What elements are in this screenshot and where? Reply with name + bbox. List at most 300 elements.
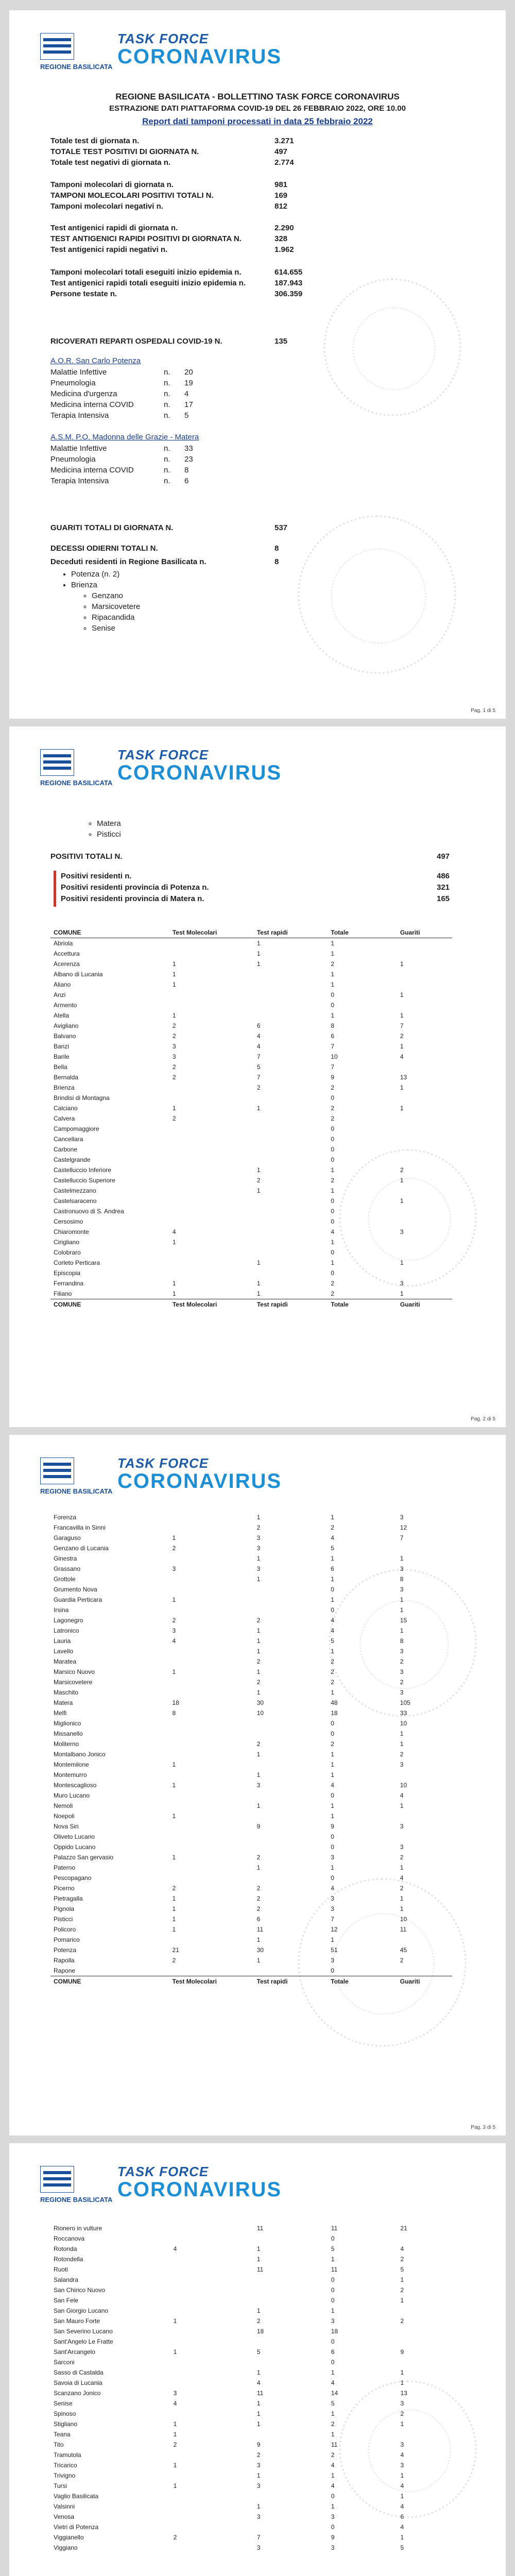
table-cell: Ginestra (54, 1555, 77, 1562)
table-row (50, 1258, 452, 1268)
table-cell (397, 1965, 452, 1976)
table-cell: 2 (331, 1679, 334, 1686)
table-cell (254, 1010, 328, 1021)
table-cell: 30 (256, 1946, 264, 1954)
region-name: REGIONE BASILICATA (40, 1487, 113, 1495)
table-cell: Sant'Angelo Le Fratte (54, 2338, 113, 2345)
table-cell (169, 1605, 254, 1615)
region-logo-icon (40, 2166, 74, 2193)
table-cell: 7 (256, 1053, 261, 1060)
table-cell: 0 (331, 1208, 335, 1215)
list-item: ◦ Marsicovetere (92, 602, 140, 613)
table-cell (397, 938, 452, 949)
table-cell: Grottole (54, 1575, 76, 1583)
table-cell: 4 (173, 2245, 177, 2252)
table-cell: Marsicovetere (54, 1679, 93, 1686)
stat-label: Test antigenici rapidi di giornata n. (50, 224, 178, 232)
table-cell: Aliano (54, 981, 71, 988)
table-cell: Tursi (54, 2482, 67, 2489)
table-cell: 3 (256, 2544, 261, 2551)
table-cell: 6 (256, 1916, 261, 1923)
table-cell: 18 (331, 1709, 338, 1717)
table-cell: 1 (331, 1812, 334, 1820)
table-cell: 2 (331, 1740, 334, 1748)
table-cell: 0 (331, 1843, 334, 1851)
stat-value: 187.943 (274, 279, 303, 287)
table-cell: 4 (331, 2482, 335, 2489)
table-cell: 5 (331, 1545, 334, 1552)
ward-value: 4 (184, 389, 189, 398)
table-row (50, 2336, 452, 2347)
table-cell: 0 (331, 2286, 335, 2294)
coronavirus-title: CORONAVIRUS (117, 761, 282, 784)
table-cell: 1 (400, 1197, 404, 1205)
table-cell (254, 2275, 328, 2285)
table-cell: 9 (400, 2348, 404, 2355)
table-cell: 1 (172, 1668, 176, 1675)
table-cell: 5 (331, 1637, 334, 1645)
ward-prefix: n. (164, 455, 170, 464)
table-row (50, 1636, 452, 1646)
table-cell (397, 1185, 452, 1196)
stat-value: 3.271 (274, 137, 294, 145)
table-cell: 3 (400, 2441, 404, 2448)
table-row (50, 1289, 452, 1299)
stat-value: 2.290 (274, 224, 294, 232)
positivi-label: POSITIVI TOTALI N. (50, 852, 123, 861)
table-cell: Lauria (54, 1637, 71, 1645)
table-cell: Pescopagano (54, 1874, 92, 1882)
table-row (50, 2244, 452, 2254)
column-header: Test Molecolari (169, 1299, 254, 1310)
table-cell: Moliterno (54, 1740, 79, 1748)
table-cell: Forenza (54, 1514, 77, 1521)
table-cell (254, 1584, 328, 1595)
table-cell: 3 (256, 2462, 261, 2469)
table-cell: 3 (400, 2400, 404, 2407)
table-cell: 5 (331, 2245, 335, 2252)
table-cell: 0 (331, 1874, 334, 1882)
region-logo-icon (40, 1458, 74, 1484)
table-cell: 0 (331, 1156, 335, 1163)
table-cell: 5 (256, 1063, 261, 1071)
table-row (50, 2532, 452, 2543)
table-cell: Spinoso (54, 2410, 76, 2417)
table-cell: 2 (331, 960, 335, 968)
table-cell: 9 (256, 2441, 261, 2448)
table-cell: Castelgrande (54, 1156, 91, 1163)
table-cell (397, 1206, 452, 1216)
table-cell (169, 1268, 254, 1278)
table-cell: Viggianello (54, 2534, 84, 2541)
table-cell: 3 (400, 1761, 404, 1768)
table-cell (169, 1646, 254, 1656)
page-number: Pag. 2 di 5 (471, 1416, 495, 1422)
stat-value: 328 (274, 234, 288, 243)
table-cell: 30 (256, 1699, 264, 1706)
table-cell: 11 (331, 2441, 338, 2448)
table-row (50, 1615, 452, 1625)
stat-label: Test antigenici rapidi negativi n. (50, 245, 168, 254)
table-cell: 1 (172, 1239, 176, 1246)
table-row (50, 1062, 452, 1072)
table-cell (254, 1216, 328, 1227)
positivi-value: 497 (437, 852, 450, 861)
table-cell (254, 1134, 328, 1144)
table-row (50, 1237, 452, 1247)
table-cell (254, 2295, 328, 2306)
table-cell (169, 1749, 254, 1759)
table-cell: 8 (400, 1575, 404, 1583)
table-cell (169, 1687, 254, 1698)
table-row (50, 1883, 452, 1893)
list-item: • Potenza (n. 2) (71, 570, 119, 581)
ward-value: 23 (184, 455, 193, 464)
page-number: Pag. 1 di 5 (471, 708, 495, 714)
guariti-value: 537 (274, 523, 288, 532)
table-row (50, 1155, 452, 1165)
table-cell (397, 1124, 452, 1134)
table-cell: 6 (400, 2513, 404, 2520)
table-cell: 1 (331, 1555, 334, 1562)
table-cell: 1 (400, 2369, 404, 2376)
table-cell: Paterno (54, 1864, 76, 1871)
table-cell: 4 (400, 2245, 404, 2252)
table-cell (397, 1093, 452, 1103)
table-row (50, 1811, 452, 1821)
stat-label: Totale test negativi di giornata n. (50, 158, 171, 167)
table-cell (254, 990, 328, 1000)
table-cell: 9 (256, 1823, 261, 1830)
table-cell: 3 (256, 1782, 261, 1789)
table-cell: 1 (400, 1895, 404, 1902)
table-cell (397, 1935, 452, 1945)
table-cell: 10 (256, 1709, 264, 1717)
table-cell: 0 (331, 1136, 335, 1143)
decessi-label: DECESSI ODIERNI TOTALI N. (50, 544, 158, 553)
table-cell: 1 (331, 2307, 335, 2314)
list-item: ◦ Ripacandida (92, 613, 140, 624)
table-cell: Viggiano (54, 2544, 78, 2551)
table-cell: Castelluccio Inferiore (54, 1166, 112, 1174)
table-cell: 13 (400, 1074, 407, 1081)
table-cell: Missanello (54, 1730, 83, 1737)
table-cell: 1 (400, 1084, 404, 1091)
table-row (50, 1893, 452, 1904)
table-cell: 3 (400, 1689, 404, 1696)
table-cell: 12 (400, 1524, 407, 1531)
table-cell: Filiano (54, 1290, 72, 1297)
table-cell: 2 (331, 1668, 334, 1675)
table-row (50, 2306, 452, 2316)
table-row (50, 2429, 452, 2439)
table-cell: 1 (256, 1648, 261, 1655)
table-cell: Picerno (54, 1885, 75, 1892)
table-row (50, 2409, 452, 2419)
table-cell (254, 1093, 328, 1103)
positivi-row-label: Positivi residenti provincia di Matera n. (61, 894, 204, 903)
table-row (50, 2470, 452, 2481)
table-cell: 4 (331, 1534, 334, 1541)
table-cell (397, 1543, 452, 1553)
table-cell: Oliveto Lucano (54, 1833, 95, 1840)
table-cell: 1 (331, 1761, 334, 1768)
table-cell: Roccanova (54, 2235, 85, 2242)
table-cell: 11 (331, 2225, 338, 2232)
table-row (50, 1832, 452, 1842)
table-cell (169, 1124, 254, 1134)
table-cell: 11 (256, 2389, 264, 2397)
table-cell (397, 969, 452, 979)
table-cell: 2 (256, 2451, 261, 2459)
table-cell: Castronuovo di S. Andrea (54, 1208, 124, 1215)
table-cell: 1 (256, 2472, 261, 2479)
table-cell (169, 1165, 254, 1175)
table-cell (170, 2357, 254, 2367)
stat-value: 169 (274, 191, 288, 200)
table-cell: 1 (256, 1957, 261, 1964)
table-cell: 4 (172, 1637, 176, 1645)
table-cell: 1 (256, 2400, 261, 2407)
table-cell: Cirigliano (54, 1239, 80, 1246)
table-row (50, 1584, 452, 1595)
table-cell: 2 (172, 1115, 176, 1122)
table-cell: Bella (54, 1063, 67, 1071)
table-cell: 0 (331, 1606, 334, 1614)
table-row (50, 1646, 452, 1656)
table-row (50, 2357, 452, 2367)
table-cell: Sarconi (54, 2359, 75, 2366)
table-cell: 4 (331, 1617, 334, 1624)
ward-label: Pneumologia (50, 455, 96, 464)
table-cell: 1 (256, 1802, 261, 1809)
table-cell: 0 (331, 1125, 335, 1132)
table-cell: 0 (331, 1249, 335, 1256)
table-cell: 15 (400, 1617, 407, 1624)
table-cell: Melfi (54, 1709, 67, 1717)
column-header: Test rapidi (254, 1976, 328, 1987)
table-cell: 7 (400, 1022, 404, 1029)
table-cell: 4 (400, 2503, 404, 2510)
table-cell (169, 1873, 254, 1883)
table-cell: Valsinni (54, 2503, 75, 2510)
table-cell: 3 (172, 1565, 176, 1572)
table-cell: Chiaromonte (54, 1228, 89, 1235)
table-row (50, 1041, 452, 1052)
table-cell: 11 (256, 2266, 264, 2273)
table-row (50, 959, 452, 969)
table-cell: Nemoli (54, 1802, 73, 1809)
coronavirus-title: CORONAVIRUS (117, 2178, 282, 2201)
table-cell: 5 (331, 2400, 335, 2407)
table-cell: Vaglio Basilicata (54, 2493, 99, 2500)
table-cell: 1 (400, 2379, 404, 2386)
table-cell: 4 (331, 2462, 335, 2469)
table-cell: 2 (331, 2451, 335, 2459)
table-cell: Matera (54, 1699, 73, 1706)
table-cell (254, 1965, 328, 1976)
table-cell (170, 2522, 254, 2532)
positivi-row-value: 321 (437, 883, 450, 892)
table-cell: 2 (400, 1854, 404, 1861)
table-cell: 1 (331, 1936, 334, 1943)
table-cell: 2 (331, 1280, 335, 1287)
table-cell: 10 (400, 1782, 407, 1789)
table-row (50, 2223, 452, 2233)
table-cell: 2 (256, 1895, 261, 1902)
table-cell (169, 1082, 254, 1093)
table-cell: 1 (331, 1239, 335, 1246)
table-cell: Montemurro (54, 1771, 87, 1778)
table-row (50, 1052, 452, 1062)
table-cell: 0 (331, 1002, 335, 1009)
table-cell: 3 (400, 1823, 404, 1830)
table-cell: 1 (331, 1802, 334, 1809)
table-cell: 2 (400, 1658, 404, 1665)
table-cell (170, 2254, 254, 2264)
table-cell (397, 1144, 452, 1155)
table-row (50, 1134, 452, 1144)
table-cell: 2 (256, 1617, 261, 1624)
table-cell: 1 (400, 1730, 404, 1737)
table-cell: 105 (400, 1699, 410, 1706)
table-cell: 1 (331, 1648, 334, 1655)
table-cell: 2 (400, 1885, 404, 1892)
table-row (50, 1914, 452, 1924)
ward-label: Terapia Intensiva (50, 411, 109, 420)
table-cell: 1 (256, 1864, 261, 1871)
table-row (50, 2512, 452, 2522)
table-cell: Ferrandina (54, 1280, 84, 1287)
table-cell: 2 (400, 1751, 404, 1758)
table-cell (397, 1770, 452, 1780)
column-header: Totale (328, 1299, 397, 1310)
table-cell (254, 2285, 328, 2295)
table-cell (169, 1935, 254, 1945)
table-cell: Maschito (54, 1689, 79, 1696)
table-cell: Scanzano Jonico (54, 2389, 101, 2397)
table-cell: 1 (331, 2369, 335, 2376)
table-cell: Abriola (54, 940, 73, 947)
table-row (50, 1278, 452, 1289)
table-cell: 6 (331, 1565, 334, 1572)
table-cell: 10 (400, 1720, 407, 1727)
table-cell (254, 2491, 328, 2501)
table-cell: 3 (256, 2482, 261, 2489)
table-cell (170, 2326, 254, 2336)
table-row (50, 2522, 452, 2532)
table-cell (254, 1113, 328, 1124)
table-cell: 1 (172, 1916, 176, 1923)
table-row (50, 1667, 452, 1677)
table-cell: 3 (331, 2513, 335, 2520)
table-cell (397, 1216, 452, 1227)
table-cell: 0 (331, 2523, 335, 2531)
table-cell: 2 (256, 1679, 261, 1686)
table-row (50, 1103, 452, 1113)
table-cell: Senise (54, 2400, 73, 2407)
table-cell: 2 (172, 1074, 176, 1081)
table-cell: Lavello (54, 1648, 74, 1655)
table-row (50, 2450, 452, 2460)
region-logo-icon (40, 749, 74, 776)
table-cell: 2 (400, 2286, 404, 2294)
table-cell: Latronico (54, 1627, 79, 1634)
coronavirus-title: CORONAVIRUS (117, 1470, 282, 1493)
table-cell: 6 (331, 2348, 335, 2355)
table-cell (254, 979, 328, 990)
bulletin-title: REGIONE BASILICATA - BOLLETTINO TASK FORCE CORONAVIRUS (115, 92, 400, 101)
table-cell: Avigliano (54, 1022, 79, 1029)
ward-prefix: n. (164, 400, 170, 409)
column-header: Totale (328, 1976, 397, 1987)
table-cell: 0 (331, 2235, 335, 2242)
ward-prefix: n. (164, 444, 170, 453)
table-cell: 9 (331, 1074, 335, 1081)
positivi-row-value: 486 (437, 872, 450, 880)
stat-label: Tamponi molecolari di giornata n. (50, 180, 174, 189)
table-cell: 3 (400, 1565, 404, 1572)
table-cell: 2 (331, 1084, 335, 1091)
stat-label: Persone testate n. (50, 290, 117, 298)
table-cell: 1 (256, 1637, 261, 1645)
table-cell: 2 (331, 1290, 335, 1297)
table-cell: 4 (172, 1228, 176, 1235)
ward-label: Medicina interna COVID (50, 400, 134, 409)
table-cell: 1 (331, 1259, 335, 1266)
column-header: Test Molecolari (169, 1976, 254, 1987)
table-row (50, 2388, 452, 2398)
table-cell: 1 (256, 2369, 261, 2376)
table-cell: 1 (400, 1606, 404, 1614)
table-cell: Maratea (54, 1658, 77, 1665)
column-header: Test rapidi (254, 1299, 328, 1310)
table-cell (169, 1093, 254, 1103)
table-cell (170, 2223, 254, 2233)
table-cell: Nova Siri (54, 1823, 79, 1830)
table-cell: 1 (172, 1782, 176, 1789)
table-cell: Bernalda (54, 1074, 79, 1081)
table-row (50, 948, 452, 959)
table-cell: 1 (173, 2482, 177, 2489)
table-row (50, 1873, 452, 1883)
positivi-row-label: Positivi residenti provincia di Potenza n. (61, 883, 209, 892)
region-name: REGIONE BASILICATA (40, 779, 113, 787)
table-cell (254, 2233, 328, 2244)
table-cell: 45 (400, 1946, 407, 1954)
table-cell: 2 (400, 1032, 404, 1040)
table-cell: San Giorgio Lucano (54, 2307, 109, 2314)
table-cell: 1 (400, 1259, 404, 1266)
table-cell: 1 (331, 950, 335, 957)
table-cell (169, 948, 254, 959)
table-cell: 7 (331, 1916, 334, 1923)
ward-value: 20 (184, 368, 193, 377)
table-cell: 0 (331, 1967, 334, 1974)
stat-value: 981 (274, 180, 288, 189)
table-cell: 3 (172, 1043, 176, 1050)
table-cell: Trivigno (54, 2472, 76, 2479)
table-cell (169, 1216, 254, 1227)
table-row (50, 1656, 452, 1667)
table-cell (169, 1522, 254, 1533)
task-force-title: TASK FORCE (117, 31, 209, 46)
table-cell: Campomaggiore (54, 1125, 99, 1132)
table-cell: 2 (400, 2317, 404, 2325)
table-cell: 1 (172, 1105, 176, 1112)
table-footer-row (50, 1976, 452, 1987)
table-row (50, 1852, 452, 1862)
